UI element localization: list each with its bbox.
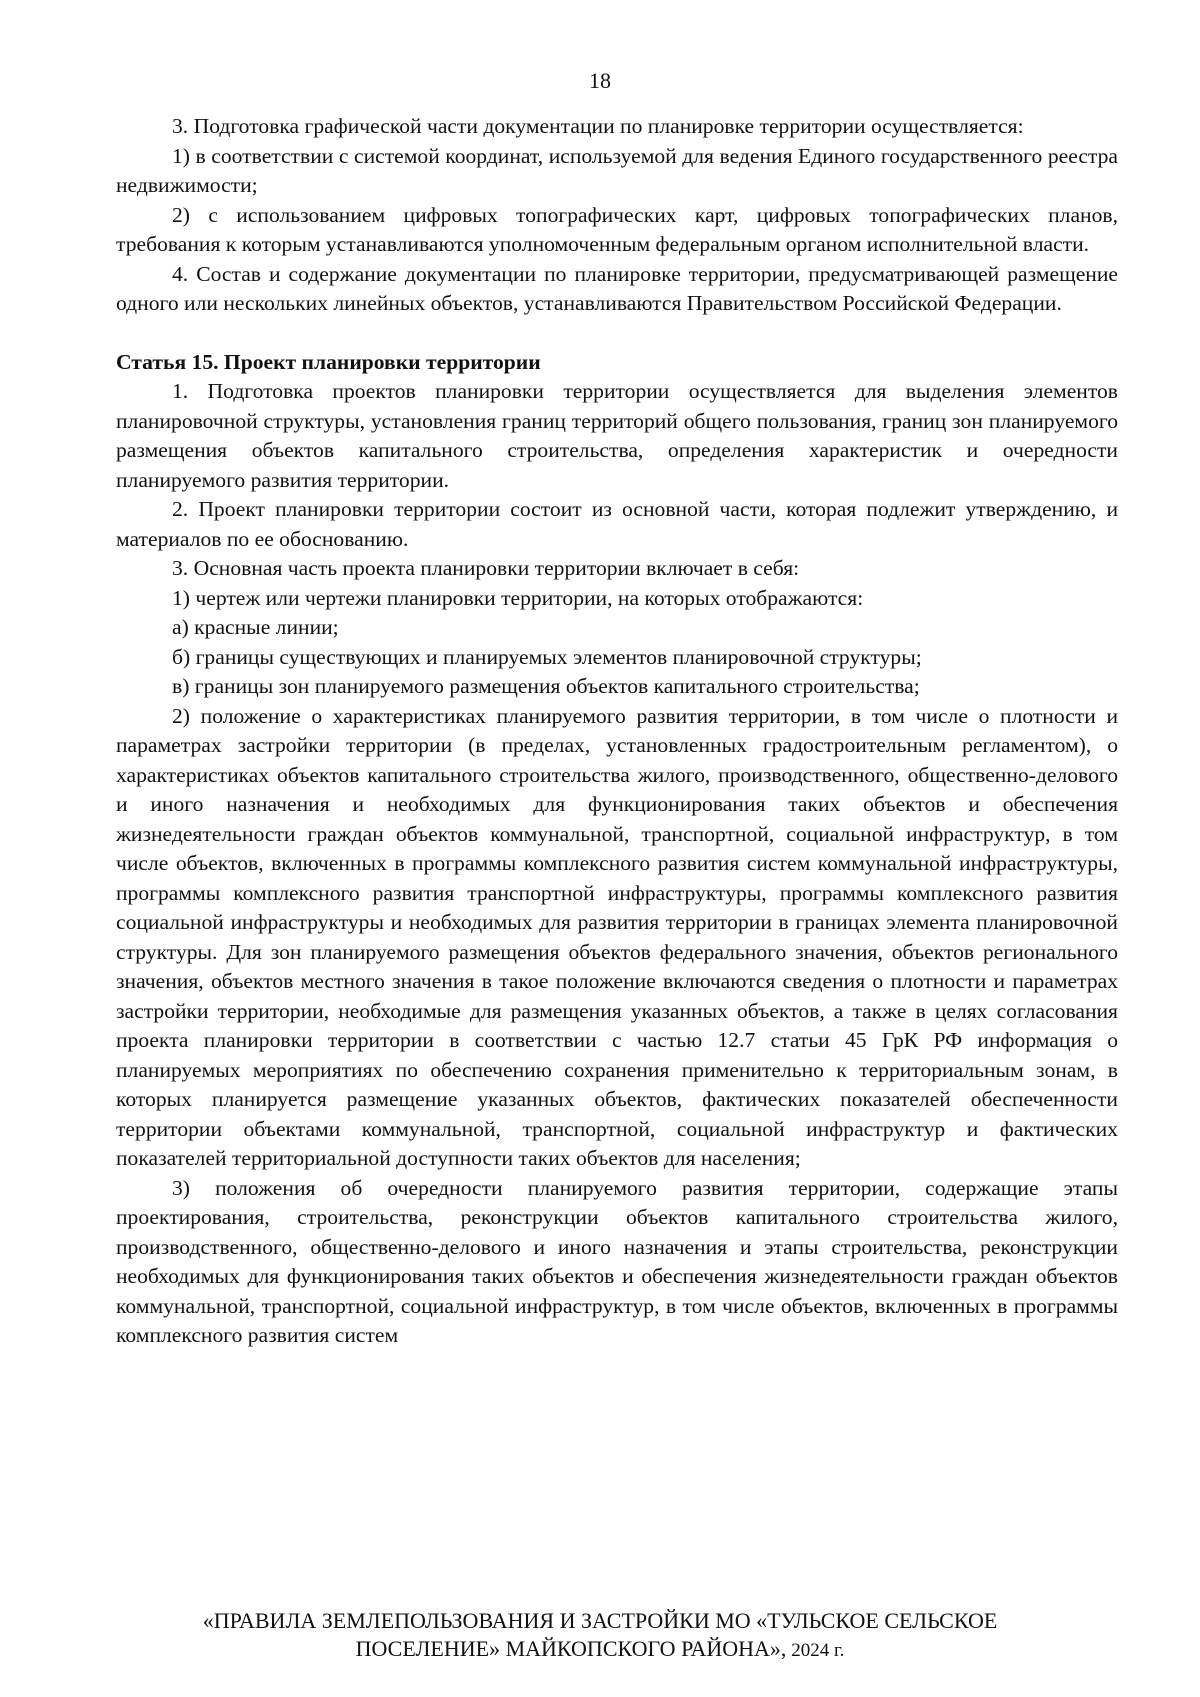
document-footer	[0, 1607, 1200, 1665]
article-item-drawings: 1) чертеж или чертежи планировки территории, на которых отображаются:	[172, 585, 864, 610]
paragraph-coordinate-system: 1) в соответствии с системой координат, используемой для ведения Единого государственного реестра недвижимости;	[116, 143, 1118, 197]
article-subitem-v: в) границы зон планируемого размещения объектов капитального строительства;	[172, 674, 920, 698]
article-item-characteristics: 2) положение о характеристиках планируемого развития территории, в том числе о плотности и параметрах застройки территории (в пределах, установленных градостроительным регламентом), о характеристиках объектов капитального строительства жилого, производственного, общественно-делового и иного назначения и необходимых для функционирования таких объектов и обеспечения жизнедеятельности граждан объектов коммунальной, транспортной, социальной инфраструктур, в том числе объектов, включенных в программы комплексного развития систем коммунальной инфраструктуры, программы комплексного развития транспортной инфраструктуры, программы комплексного развития социальной инфраструктуры и необходимых для развития территории в границах элемента планировочной структуры. Для зон планируемого размещения объектов федерального значения, объектов регионального значения, объектов местного значения в такое положение включаются сведения о плотности и параметрах застройки территории, необходимые для размещения указанных объектов, а также в целях согласования проекта планировки территории в соответствии с частью 12.7 статьи 45 ГрК РФ информация о планируемых мероприятиях по обеспечению сохранения применительно к территориальным зонам, в которых планируется размещение указанных объектов, фактических показателей обеспеченности территории объектами коммунальной, транспортной, социальной инфраструктур и фактических показателей территориальной доступности таких объектов для населения;	[116, 703, 1118, 1170]
footer-title-line-2	[0, 1635, 1200, 1665]
footer-year: 2024 г.	[786, 1640, 845, 1661]
page-body	[116, 112, 1118, 1351]
article-subitem-b: б) границы существующих и планируемых элементов планировочной структуры;	[172, 644, 922, 669]
article-paragraph-3: 3. Основная часть проекта планировки территории включает в себя:	[172, 556, 800, 580]
footer-title-text: ПОСЕЛЕНИЕ» МАЙКОПСКОГО РАЙОНА»,	[355, 1636, 787, 1661]
paragraph-graphic-part: 3. Подготовка графической части документации по планировке территории осуществляется:	[172, 114, 1024, 138]
page-number: 18	[589, 68, 611, 93]
paragraph-linear-objects: 4. Состав и содержание документации по планировке территории, предусматривающей размещение одного или нескольких линейных объектов, устанавливаются Правительством Российской Федерации.	[116, 261, 1118, 315]
article-item-sequence: 3) положения об очередности планируемого развития территории, содержащие этапы проектирования, строительства, реконструкции объектов капитального строительства жилого, производственного, общественно-делового и иного назначения и этапы строительства, реконструкции необходимых для функционирования таких объектов и обеспечения жизнедеятельности граждан объектов коммунальной, транспортной, социальной инфраструктур, в том числе объектов, включенных в программы комплексного развития систем	[116, 1175, 1118, 1347]
article-subitem-a: а) красные линии;	[172, 615, 339, 639]
paragraph-digital-maps: 2) с использованием цифровых топографических карт, цифровых топографических планов, требования к которым устанавливаются уполномоченным федеральным органом исполнительной власти.	[116, 202, 1118, 256]
article-paragraph-1: 1. Подготовка проектов планировки территории осуществляется для выделения элементов планировочной структуры, установления границ территорий общего пользования, границ зон планируемого размещения объектов капитального строительства, определения характеристик и очередности планируемого развития территории.	[116, 379, 1118, 492]
footer-title-line-1: «ПРАВИЛА ЗЕМЛЕПОЛЬЗОВАНИЯ И ЗАСТРОЙКИ МО «ТУЛЬСКОЕ СЕЛЬСКОЕ	[202, 1608, 998, 1633]
article-paragraph-2: 2. Проект планировки территории состоит из основной части, которая подлежит утверждению, и материалов по ее обоснованию.	[116, 497, 1118, 551]
article-heading: Статья 15. Проект планировки территории	[116, 349, 541, 374]
